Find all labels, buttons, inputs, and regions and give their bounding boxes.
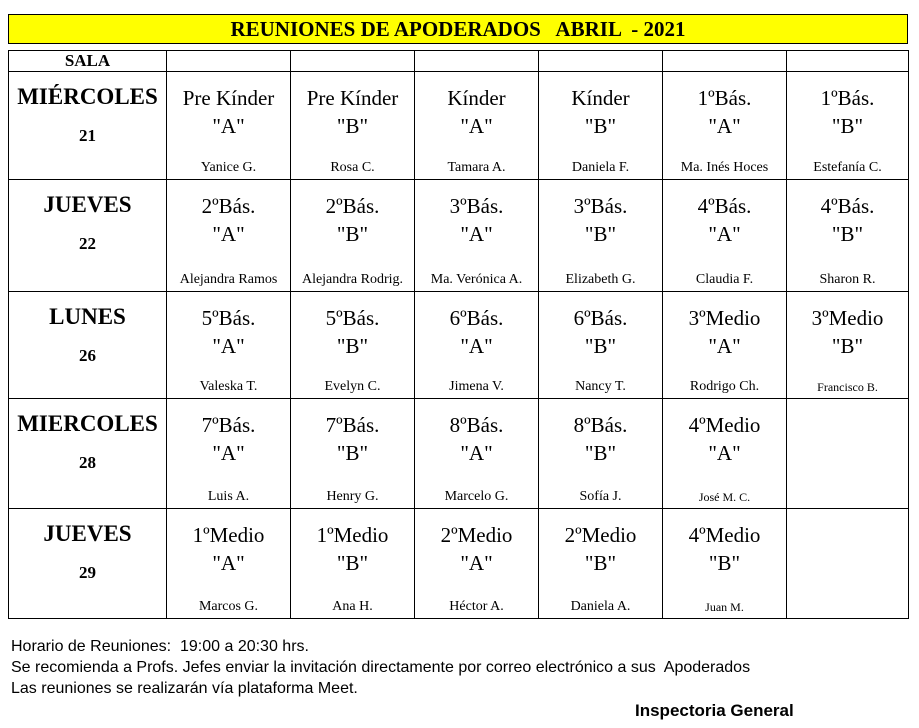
class-cell: [167, 509, 291, 619]
day-row: [9, 399, 909, 509]
teacher-name: Daniela F.: [571, 160, 630, 175]
grade-label: 3ºMedio: [811, 306, 884, 330]
grade-label: 3ºBás.: [573, 194, 628, 218]
class-cell: [291, 180, 415, 292]
section-label: "A": [212, 334, 245, 358]
teacher-name: Nancy T.: [575, 379, 626, 394]
day-name: LUNES: [49, 304, 126, 329]
signature: Inspectoria General: [635, 701, 794, 720]
class-cell: [539, 292, 663, 399]
class-cell: [787, 72, 909, 180]
day-cell: [9, 292, 167, 399]
day-date: 26: [79, 346, 96, 365]
day-cell: [9, 180, 167, 292]
day-name: JUEVES: [43, 192, 132, 217]
section-label: "A": [460, 441, 493, 465]
grade-label: 4ºMedio: [688, 523, 761, 547]
class-cell: [415, 180, 539, 292]
class-cell: [787, 292, 909, 399]
class-cell: [787, 180, 909, 292]
section-label: "B": [831, 222, 864, 246]
teacher-name: Sofía J.: [579, 489, 622, 504]
class-cell: [539, 399, 663, 509]
section-label: "B": [831, 334, 864, 358]
section-label: "B": [708, 551, 741, 575]
schedule-table: [8, 50, 909, 619]
class-cell: [167, 292, 291, 399]
section-label: "B": [584, 114, 617, 138]
teacher-name: Alejandra Rodrig.: [301, 272, 404, 287]
day-cell: [9, 399, 167, 509]
teacher-name: José M. C.: [698, 490, 751, 504]
day-date: 22: [79, 234, 96, 253]
teacher-name: Ma. Verónica A.: [430, 272, 523, 287]
teacher-name: Sharon R.: [819, 272, 876, 287]
section-label: "B": [336, 441, 369, 465]
header-cell: [167, 51, 291, 72]
class-cell: [663, 399, 787, 509]
section-label: "A": [212, 114, 245, 138]
class-cell: [291, 399, 415, 509]
class-cell: [663, 72, 787, 180]
day-row: [9, 180, 909, 292]
class-cell: [539, 180, 663, 292]
teacher-name: Juan M.: [705, 600, 744, 614]
class-cell: [663, 180, 787, 292]
grade-label: 1ºBás.: [820, 86, 875, 110]
teacher-name: Luis A.: [207, 489, 250, 504]
section-label: "A": [212, 551, 245, 575]
class-cell: [415, 72, 539, 180]
day-date: 21: [79, 126, 96, 145]
section-label: "B": [336, 222, 369, 246]
teacher-name: Yanice G.: [200, 160, 257, 175]
class-cell: [167, 399, 291, 509]
class-cell: [291, 292, 415, 399]
class-cell: [415, 399, 539, 509]
class-cell: [539, 72, 663, 180]
day-date: 28: [79, 453, 96, 472]
day-name: JUEVES: [43, 521, 132, 546]
teacher-name: Tamara A.: [447, 160, 506, 175]
header-cell: [663, 51, 787, 72]
teacher-name: Alejandra Ramos: [179, 272, 278, 287]
section-label: "B": [584, 441, 617, 465]
day-row: [9, 292, 909, 399]
grade-label: 7ºBás.: [201, 413, 256, 437]
platform-note: Las reuniones se realizarán vía plataforma Meet.: [11, 680, 358, 697]
grade-label: 2ºMedio: [564, 523, 637, 547]
day-row: [9, 72, 909, 180]
teacher-name: Jimena V.: [449, 379, 504, 394]
teacher-name: Daniela A.: [570, 599, 631, 614]
grade-label: Pre Kínder: [306, 86, 399, 110]
section-label: "A": [708, 114, 741, 138]
teacher-name: Ana H.: [332, 599, 373, 614]
section-label: "B": [584, 222, 617, 246]
grade-label: 4ºBás.: [820, 194, 875, 218]
teacher-name: Valeska T.: [199, 379, 258, 394]
day-row: [9, 509, 909, 619]
class-cell: [291, 509, 415, 619]
sala-label: SALA: [9, 51, 167, 72]
class-cell: [663, 509, 787, 619]
grade-label: Kínder: [447, 86, 506, 110]
grade-label: 2ºBás.: [325, 194, 380, 218]
section-label: "B": [584, 551, 617, 575]
header-row: [9, 51, 909, 72]
section-label: "A": [460, 551, 493, 575]
section-label: "A": [708, 334, 741, 358]
class-cell: [415, 292, 539, 399]
grade-label: 4ºBás.: [697, 194, 752, 218]
grade-label: 5ºBás.: [325, 306, 380, 330]
teacher-name: Rosa C.: [330, 160, 375, 175]
teacher-name: Francisco B.: [817, 380, 878, 394]
grade-label: 6ºBás.: [573, 306, 628, 330]
section-label: "B": [584, 334, 617, 358]
section-label: "A": [212, 441, 245, 465]
grade-label: 8ºBás.: [573, 413, 628, 437]
teacher-name: Claudia F.: [695, 272, 754, 287]
class-cell: [787, 509, 909, 619]
day-name: MIERCOLES: [17, 411, 158, 436]
teacher-name: Henry G.: [326, 489, 379, 504]
day-cell: [9, 509, 167, 619]
header-cell: [291, 51, 415, 72]
day-cell: [9, 72, 167, 180]
teacher-name: Héctor A.: [449, 599, 504, 614]
day-name: MIÉRCOLES: [17, 84, 158, 109]
page-title: REUNIONES DE APODERADOS ABRIL - 2021: [8, 14, 908, 44]
section-label: "B": [336, 551, 369, 575]
header-cell: [787, 51, 909, 72]
class-cell: [415, 509, 539, 619]
teacher-name: Marcelo G.: [444, 489, 509, 504]
day-date: 29: [79, 563, 96, 582]
class-cell: [663, 292, 787, 399]
class-cell: [787, 399, 909, 509]
grade-label: 3ºMedio: [688, 306, 761, 330]
teacher-name: Marcos G.: [198, 599, 259, 614]
teacher-name: Ma. Inés Hoces: [680, 160, 769, 175]
section-label: "A": [460, 334, 493, 358]
grade-label: 1ºMedio: [192, 523, 265, 547]
invitation-note: Se recomienda a Profs. Jefes enviar la invitación directamente por correo electrónico a sus Apoderados: [11, 659, 751, 676]
class-cell: [167, 180, 291, 292]
header-cell: [539, 51, 663, 72]
section-label: "B": [336, 334, 369, 358]
grade-label: 1ºBás.: [697, 86, 752, 110]
grade-label: 6ºBás.: [449, 306, 504, 330]
section-label: "A": [460, 222, 493, 246]
teacher-name: Estefanía C.: [813, 160, 882, 175]
grade-label: 7ºBás.: [325, 413, 380, 437]
section-label: "A": [708, 222, 741, 246]
header-cell: [415, 51, 539, 72]
grade-label: 8ºBás.: [449, 413, 504, 437]
section-label: "B": [831, 114, 864, 138]
grade-label: Pre Kínder: [182, 86, 275, 110]
class-cell: [291, 72, 415, 180]
notes-block: [11, 636, 750, 699]
grade-label: Kínder: [571, 86, 630, 110]
teacher-name: Elizabeth G.: [565, 272, 636, 287]
grade-label: 3ºBás.: [449, 194, 504, 218]
section-label: "B": [336, 114, 369, 138]
schedule-hours-note: Horario de Reuniones: 19:00 a 20:30 hrs.: [11, 638, 309, 655]
grade-label: 4ºMedio: [688, 413, 761, 437]
class-cell: [539, 509, 663, 619]
section-label: "A": [708, 441, 741, 465]
section-label: "A": [212, 222, 245, 246]
section-label: "A": [460, 114, 493, 138]
teacher-name: Evelyn C.: [324, 379, 381, 394]
grade-label: 2ºMedio: [440, 523, 513, 547]
teacher-name: Rodrigo Ch.: [689, 379, 760, 394]
class-cell: [167, 72, 291, 180]
grade-label: 5ºBás.: [201, 306, 256, 330]
grade-label: 2ºBás.: [201, 194, 256, 218]
grade-label: 1ºMedio: [316, 523, 389, 547]
